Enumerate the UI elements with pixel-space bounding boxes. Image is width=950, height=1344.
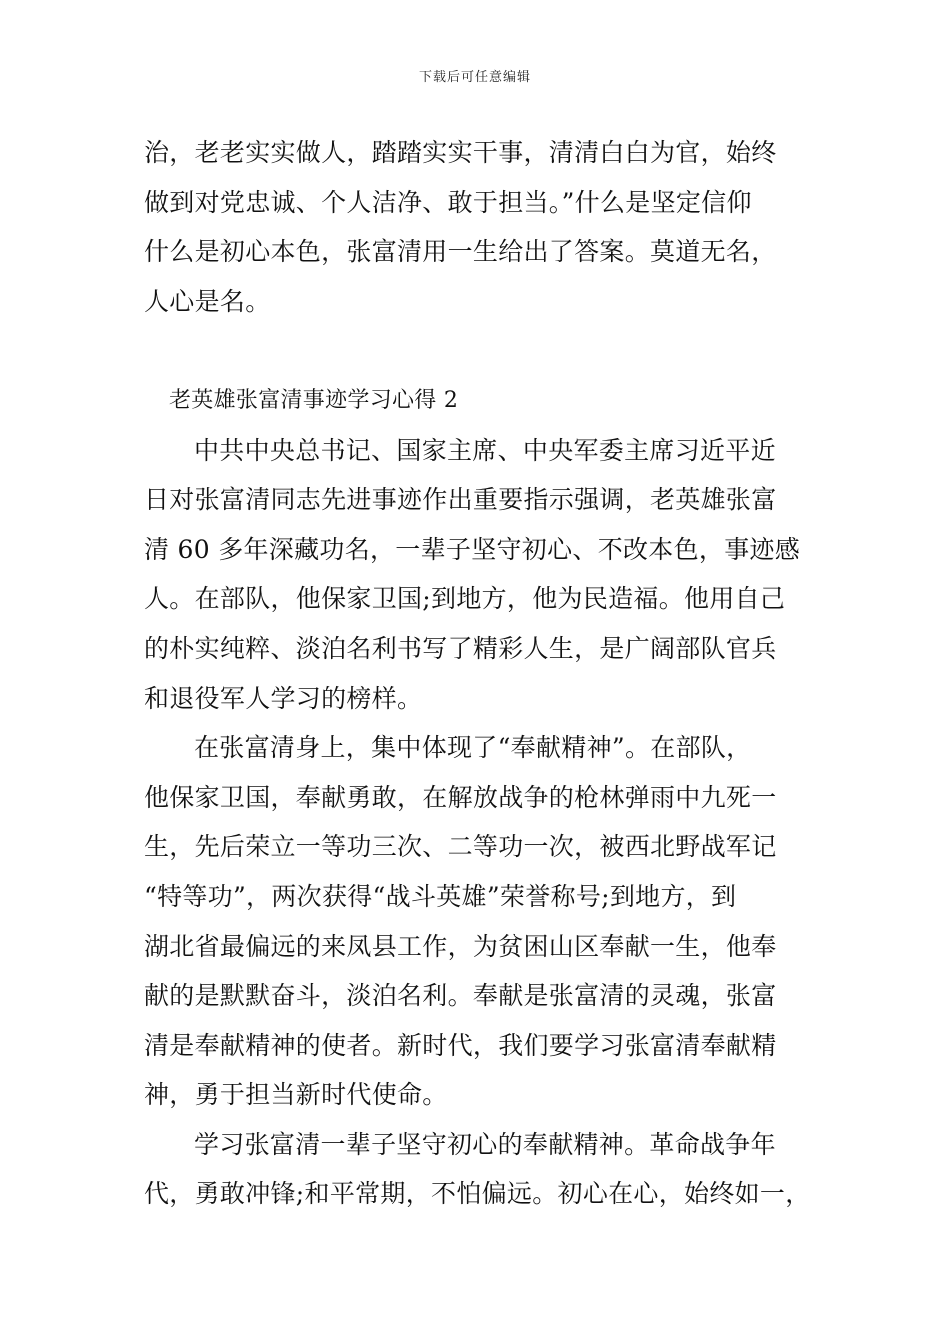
text-line: 清 60 多年深藏功名，一辈子坚守初心、不改本色，事迹感 — [144, 534, 801, 564]
text-line: 清是奉献精神的使者。新时代，我们要学习张富清奉献精 — [144, 1030, 777, 1060]
text-line: 治，老老实实做人，踏踏实实干事，清清白白为官，始终 — [144, 138, 777, 167]
text-line: 献的是默默奋斗，淡泊名利。奉献是张富清的灵魂，张富 — [144, 981, 777, 1011]
text-line: 人心是名。 — [144, 286, 271, 316]
text-line: 湖北省最偏远的来凤县工作，为贫困山区奉献一生，他奉 — [144, 931, 777, 961]
text-line: 和退役军人学习的榜样。 — [144, 683, 423, 713]
paragraph-1 — [144, 426, 814, 724]
paragraph-3 — [144, 1120, 814, 1219]
text-line: 日对张富清同志先进事迹作出重要指示强调，老英雄张富 — [144, 485, 777, 515]
text-line: 中共中央总书记、国家主席、中央军委主席习近平近 — [194, 435, 776, 465]
text-line: 做到对党忠诚、个人洁净、敢于担当。”什么是坚定信仰 — [144, 187, 752, 217]
section-title: 老英雄张富清事迹学习心得 2 — [169, 387, 459, 413]
paragraph-2 — [144, 723, 814, 1120]
text-line: 代，勇敢冲锋;和平常期，不怕偏远。初心在心，始终如一， — [144, 1179, 811, 1209]
text-line: 人。在部队，他保家卫国;到地方，他为民造福。他用自己 — [144, 584, 786, 614]
text-line: 学习张富清一辈子坚守初心的奉献精神。革命战争年 — [194, 1129, 776, 1159]
text-line: 什么是初心本色，张富清用一生给出了答案。莫道无名， — [144, 237, 777, 267]
text-line: 的朴实纯粹、淡泊名利书写了精彩人生，是广阔部队官兵 — [144, 633, 777, 663]
text-line: 在张富清身上，集中体现了“奉献精神”。在部队， — [194, 733, 752, 763]
text-line: 生，先后荣立一等功三次、二等功一次，被西北野战军记 — [144, 832, 777, 862]
text-line: “特等功”，两次获得“战斗英雄”荣誉称号;到地方，到 — [144, 881, 737, 911]
text-line: 神，勇于担当新时代使命。 — [144, 1080, 448, 1110]
page-header: 下载后可任意编辑 — [418, 70, 531, 85]
text-line: 他保家卫国，奉献勇敢，在解放战争的枪林弹雨中九死一 — [144, 782, 777, 812]
paragraph-intro — [144, 128, 814, 326]
blank-line — [144, 326, 814, 376]
document-body — [144, 128, 814, 1219]
